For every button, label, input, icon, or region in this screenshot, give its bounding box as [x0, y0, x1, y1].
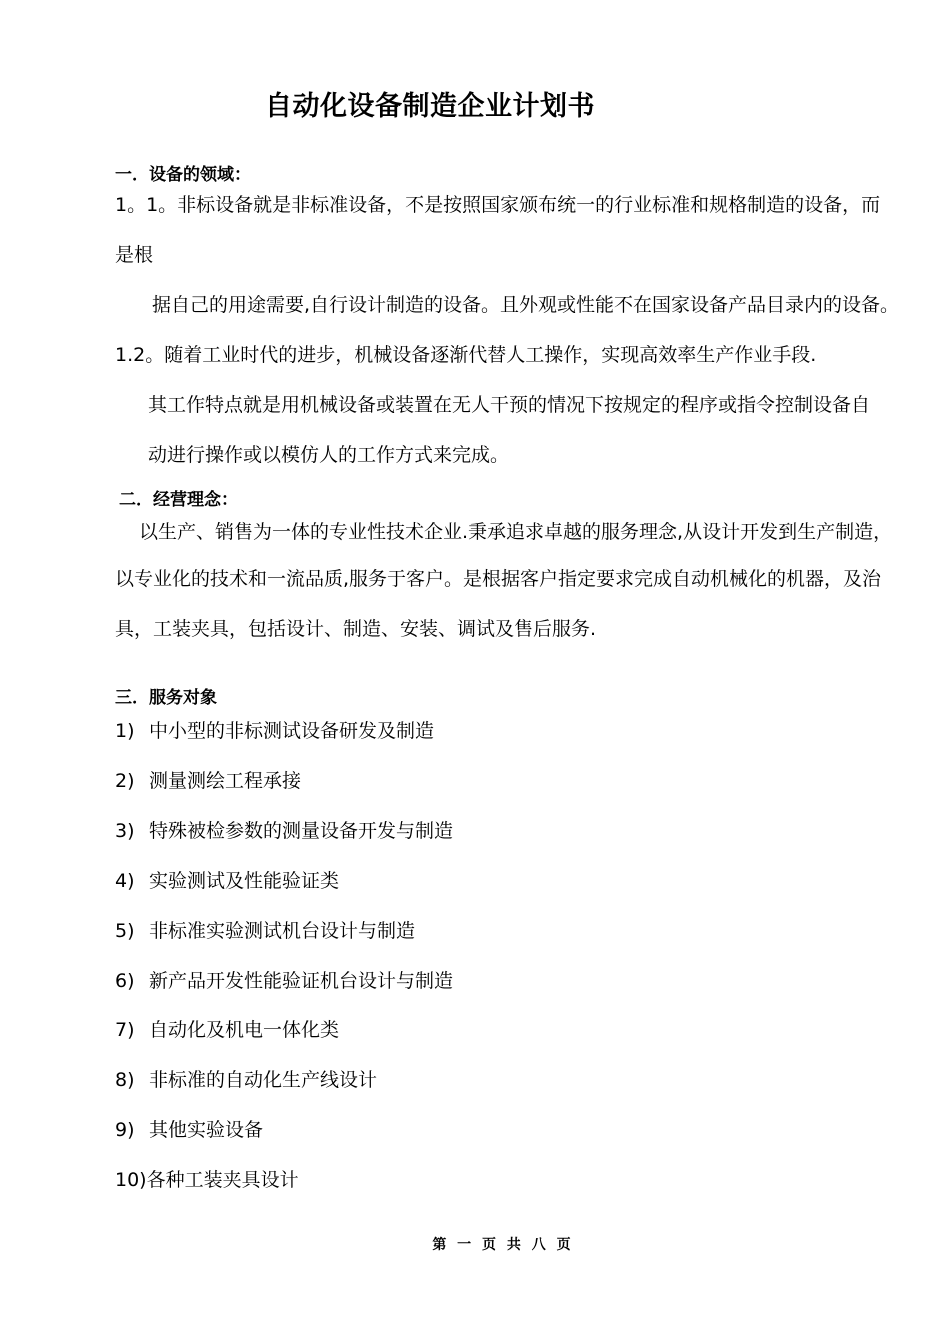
list-item — [115, 1015, 339, 1042]
section2-heading: 二．经营理念： — [119, 490, 238, 510]
section2-line2: 以专业化的技术和一流品质,服务于客户。是根据客户指定要求完成自动机械化的机器，及治 — [115, 568, 882, 590]
section2-line1: 以生产、销售为一体的专业性技术企业.秉承追求卓越的服务理念,从设计开发到生产制造， — [139, 521, 893, 543]
list-item-text: 新产品开发性能验证机台设计与制造 — [149, 970, 454, 992]
list-item — [115, 1115, 263, 1142]
section1-paragraph1-line2: 是根 — [115, 244, 154, 266]
list-item-number: 9) — [115, 1119, 135, 1141]
list-item-number: 1) — [115, 720, 135, 742]
list-item-number: 6) — [115, 970, 135, 992]
list-item-number: 8) — [115, 1069, 135, 1091]
list-item-text: 自动化及机电一体化类 — [149, 1019, 340, 1041]
list-item-number: 3) — [115, 820, 135, 842]
list-item — [115, 1165, 299, 1192]
page-footer: 第 一 页 共 八 页 — [432, 1237, 574, 1253]
section1-paragraph2-line1: 1.2。随着工业时代的进步，机械设备逐渐代替人工操作，实现高效率生产作业手段. — [115, 344, 817, 366]
section1-paragraph2-line3: 动进行操作或以模仿人的工作方式来完成。 — [148, 444, 510, 466]
list-item-text: 测量测绘工程承接 — [149, 770, 302, 792]
list-item-text: 各种工装夹具设计 — [146, 1169, 299, 1191]
list-item — [115, 866, 339, 893]
list-item — [115, 916, 415, 943]
list-item-text: 非标准的自动化生产线设计 — [149, 1069, 378, 1091]
list-item-text: 非标准实验测试机台设计与制造 — [149, 920, 416, 942]
section2-line3: 具，工装夹具，包括设计、制造、安装、调试及售后服务. — [115, 618, 597, 640]
list-item-number: 10) — [115, 1169, 147, 1191]
list-item — [115, 1065, 377, 1092]
list-item-number: 5) — [115, 920, 135, 942]
list-item-text: 特殊被检参数的测量设备开发与制造 — [149, 820, 454, 842]
section3-heading: 三．服务对象 — [115, 688, 217, 708]
section1-paragraph1-line3: 据自己的用途需要,自行设计制造的设备。且外观或性能不在国家设备产品目录内的设备。 — [152, 294, 900, 316]
list-item — [115, 966, 453, 993]
section1-heading: 一．设备的领域： — [115, 165, 251, 185]
list-item-text: 中小型的非标测试设备研发及制造 — [149, 720, 435, 742]
section1-paragraph2-line2: 其工作特点就是用机械设备或装置在无人干预的情况下按规定的程序或指令控制设备自 — [148, 394, 871, 416]
list-item — [115, 766, 301, 793]
list-item-number: 7) — [115, 1019, 135, 1041]
document-title: 自动化设备制造企业计划书 — [265, 91, 595, 122]
list-item — [115, 816, 453, 843]
list-item — [115, 716, 434, 743]
list-item-text: 其他实验设备 — [149, 1119, 264, 1141]
list-item-text: 实验测试及性能验证类 — [149, 870, 340, 892]
list-item-number: 4) — [115, 870, 135, 892]
list-item-number: 2) — [115, 770, 135, 792]
section1-paragraph1-line1: 1。1。非标设备就是非标准设备，不是按照国家颁布统一的行业标准和规格制造的设备，而 — [115, 194, 881, 216]
